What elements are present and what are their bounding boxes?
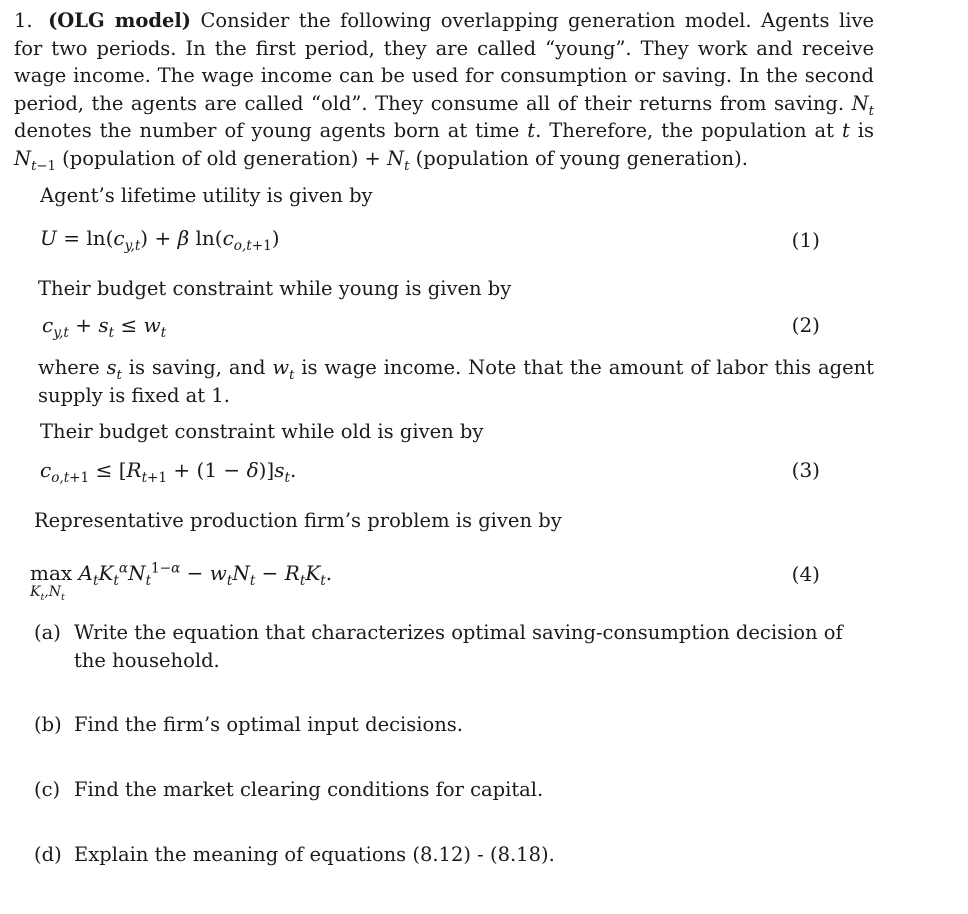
young-note: where $s_t$ is saving, and $w_t$ is wage income. Note that the amount of labor this agent supply is fixed at 1.	[38, 356, 875, 407]
utility-eqnum: (1)	[791, 228, 820, 252]
part-b-label: (b)	[34, 713, 62, 736]
firm-equation: $\max A_tK_t^\alpha N_t^{1-\alpha} - w_tN_t - R_tK_t$.	[30, 560, 333, 589]
part-c	[34, 776, 874, 804]
part-c-label: (c)	[34, 778, 61, 801]
part-b	[34, 711, 874, 739]
part-d-text: Explain the meaning of equations (8.12) - (8.18).	[74, 843, 555, 866]
part-a-text: Write the equation that characterizes optimal saving-consumption decision of the household.	[74, 621, 843, 672]
firm-eqnum: (4)	[791, 562, 820, 586]
part-d-label: (d)	[34, 843, 62, 866]
part-a-label: (a)	[34, 621, 61, 644]
part-a	[34, 619, 874, 674]
young-eqnum: (2)	[791, 313, 820, 337]
old-lead: Their budget constraint while old is given by	[40, 420, 484, 443]
old-eqnum: (3)	[791, 458, 820, 482]
part-c-text: Find the market clearing conditions for capital.	[74, 778, 544, 801]
problem-intro2-b: . Therefore, the population at	[535, 119, 834, 143]
part-d	[34, 841, 874, 869]
young-lead: Their budget constraint while young is given by	[38, 277, 512, 300]
problem-number: 1.	[14, 9, 33, 32]
young-note-a: where	[38, 356, 100, 379]
problem-intro2-d: (population of old generation) +	[62, 146, 381, 170]
problem-intro: 1. (OLG model) Consider the following overlapping generation model. Agents live for two periods. In the first period, they are called “young”. They work and receive wage income. The wage income can be used for consumption or saving. In the second period, the agents are called “old”. They consume all of their returns from saving. $N_t$ denotes the number of young agents born at time t. Therefore, the population at t is $N_{t-1}$ (population of old generation) + $N_t$ (population of young generation).	[14, 9, 875, 174]
utility-lead: Agent’s lifetime utility is given by	[40, 184, 373, 207]
young-equation: $c_{y,t} + s_t \le w_t$	[42, 313, 167, 341]
old-equation: $c_{o,t+1} \le [R_{t+1} + (1 - \delta)]s_t$.	[40, 458, 297, 486]
part-b-text: Find the firm’s optimal input decisions.	[74, 713, 464, 736]
young-note-c: is wage income. Note that the amount of labor this agent supply is fixed at 1.	[38, 356, 875, 407]
problem-intro2-e: (population of young generation).	[415, 146, 748, 170]
firm-lead: Representative production firm’s problem is given by	[34, 509, 562, 532]
utility-equation: $U = \ln(c_{y,t}) + \beta$ $\ln(c_{o,t+1})$	[40, 226, 280, 254]
young-note-b: is saving, and	[128, 356, 266, 379]
problem-intro2-a: denotes the number of young agents born at time	[14, 119, 520, 143]
problem-intro2-c: is	[857, 119, 875, 143]
problem-intro-text: Consider the following overlapping generation model. Agents live for two periods. In the first period, they are called “young”. They work and receive wage income. The wage income can be used for consumption or saving. In the second period, the agents are called “old”. They consume all of their returns from saving.	[14, 9, 874, 115]
firm-max-limits: $K_t,N_t$	[30, 584, 65, 603]
problem-title: (OLG model)	[48, 9, 192, 32]
